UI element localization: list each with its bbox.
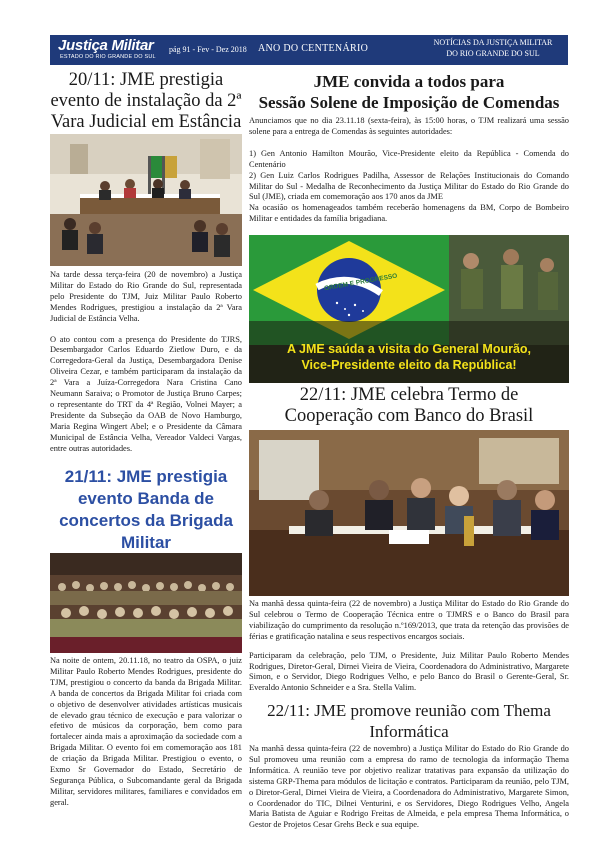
article-thema-paragraph: Na manhã dessa quinta-feira (22 de novembro) a Justiça Militar do Estado do Rio Grande do Sul promoveu uma reunião com a empresa do ramo de tecnologia da informação Thema Informática. A reunião teve por objetivo realizar tratativas para expansão da utilização do sistema GRP-Thema para módulos de licitação e contratos. Participaram da reunião, pelo TJM, o Diretor-Geral, Dirnei Vieira de Vieira, a Coordenadora do Administrativo, Margarete Simon, o Coordenador do TIC, Dilnei Venturini, e os Servidores, Diego Rodrigues Velho, Angela Maria Batista de Aguiar e Rodrigo Freitas de Almeida, e pela empresa Thema Informática, o Gestor de Projetos Cesar Grehs Beck e sua equipe. [249, 744, 569, 830]
band-concert-photo [50, 553, 242, 653]
article-installation-paragraph-2: O ato contou com a presença do Presidente do TJRS, Desembargador Carlos Eduardo Zietlow Duro, e da Corregedora-Geral da Justiça, Desembargadora Denise Oliveira Cezar, e também participaram da instalação da 2ª Vara a Juíza-Corregedora Nara Cristina Cano Neumann Saraiva; o Promotor de Justiça Bruno Carpes; o representante do TRT da 4ª Região, Volnei Mayer; a Presidente da Subseção da OAB de Novo Hamburgo, Maria Regina Wingert Abel; e o Presidente da Câmara Municipal de Estância Velha, Vereador Valdeci Vargas, entre outras autoridades. [50, 334, 242, 453]
article-band-title: 21/11: JME prestigia evento Banda de concertos da Brigada Militar [59, 467, 233, 552]
article-band [50, 466, 242, 554]
article-installation-body [50, 270, 242, 455]
installation-photo [50, 134, 242, 266]
article-invitation-item-1: 1) Gen Antonio Hamilton Mourão, Vice-Presidente eleito da República - Comenda do Centenário [249, 148, 569, 169]
banner-line-2: Vice-Presidente eleito da República! [301, 358, 517, 372]
article-invitation-title-line-2: Sessão Solene de Imposição de Comendas [258, 93, 560, 112]
newsletter-line-2: DO RIO GRANDE DO SUL [446, 48, 540, 58]
article-bank-title-line-2: Cooperação com Banco do Brasil [284, 406, 534, 426]
article-installation-paragraph-1: Na tarde dessa terça-feira (20 de novembro) a Justiça Militar do Estado do Rio Grande do Sul, representada pelo Presidente do TJM, Juiz Militar Paulo Roberto Mendes Rodrigues, prestigiou a instalação da 2ª Vara Judicial de Estância Velha. [50, 270, 242, 323]
article-bank-paragraph-1: Na manhã dessa quinta-feira (22 de novembro) a Justiça Militar do Estado do Rio Grande do Sul celebrou o Termo de Cooperação Técnica entre o TJMRS e o Banco do Brasil para viabilização do cumprimento da resolução n.º169/2013, que trata da retenção das provisões de férias e gratificação natalina e seus respectivos encargos sociais. [249, 599, 569, 641]
article-thema-title: 22/11: JME promove reunião com Thema Informática [267, 701, 551, 741]
mourao-banner [249, 235, 569, 383]
article-bank-body [249, 599, 569, 694]
newsletter-line-1: NOTÍCIAS DA JUSTIÇA MILITAR [433, 38, 553, 47]
page-header [50, 35, 568, 65]
logo-text: Justiça Militar [58, 37, 154, 54]
article-invitation-item-2: 2) Gen Luiz Carlos Rodrigues Padilha, Assessor de Relações Institucionais do Comando Militar do Sul - Medalha de Reconhecimento da Justiça Militar do Estado do Rio Grande do Sul (JME), criada em comemoração aos 170 anos da JME [249, 170, 569, 202]
page-info: pág 91 - Fev - Dez 2018 [169, 45, 247, 54]
article-installation-title: 20/11: JME prestigia evento de instalação da 2ª Vara Judicial em Estância [50, 70, 242, 132]
article-band-paragraph: Na noite de ontem, 20.11.18, no teatro da OSPA, o juiz Militar Paulo Roberto Mendes Rodrigues, presidente do TJM, prestigiou o concerto da banda da Brigada Militar. A banda de concertos da Brigada Militar foi criada com o objetivo de desenvolver atividades artísticas musicais de elevado grau técnico de execução e para valorizar o efetivo de músicos da corporação, bem como para fortalecer ainda mais a aproximação da sociedade com a Brigada Militar. O evento foi em comemoração aos 181 de criação da Brigada Militar. Prestigiou o evento, o Exmo Sr Governador do Estado, Secretário de Segurança Pública, o Subcomandante geral da Brigada Militar, servidores militares, familiares e convidados em geral. [50, 656, 242, 807]
bank-agreement-photo [249, 430, 569, 596]
logo-subtitle: ESTADO DO RIO GRANDE DO SUL [60, 54, 156, 60]
article-invitation-outro: Na ocasião os homenageados também receberão homenagens da BM, Corpo de Bombeiro Militar e entidades da família brigadiana. [249, 203, 569, 224]
article-thema [249, 700, 569, 831]
article-bank-agreement [249, 385, 569, 427]
article-bank-paragraph-2: Participaram da celebração, pelo TJM, o Presidente, Juiz Militar Paulo Roberto Mendes Rodrigues, Diretor-Geral, Dirnei Vieira de Vieira, Coordenadora do Administrativo, Margarete Simon, e o Servidor, Diego Rodrigues Velho, e pelo Banco do Brasil o Gerente-Geral, Sr. Everaldo Antonio Schneider e a Sra. Stella Valim. [249, 650, 569, 693]
article-invitation [249, 71, 569, 225]
article-bank-title-line-1: 22/11: JME celebra Termo de [299, 385, 519, 405]
article-invitation-title-line-1: JME convida a todos para [313, 72, 505, 91]
flag-motto: ORDEM E PROGRESSO [323, 272, 398, 293]
article-invitation-intro: Anunciamos que no dia 23.11.18 (sexta-feira), às 15:00 horas, o TJM realizará uma sessão solene para a entrega de Comendas às seguintes autoridades: [249, 116, 569, 136]
article-band-body [50, 656, 242, 809]
newsletter-label [420, 38, 566, 59]
centenary-label: ANO DO CENTENÁRIO [258, 43, 369, 54]
banner-line-1: A JME saúda a visita do General Mourão, [286, 342, 532, 356]
